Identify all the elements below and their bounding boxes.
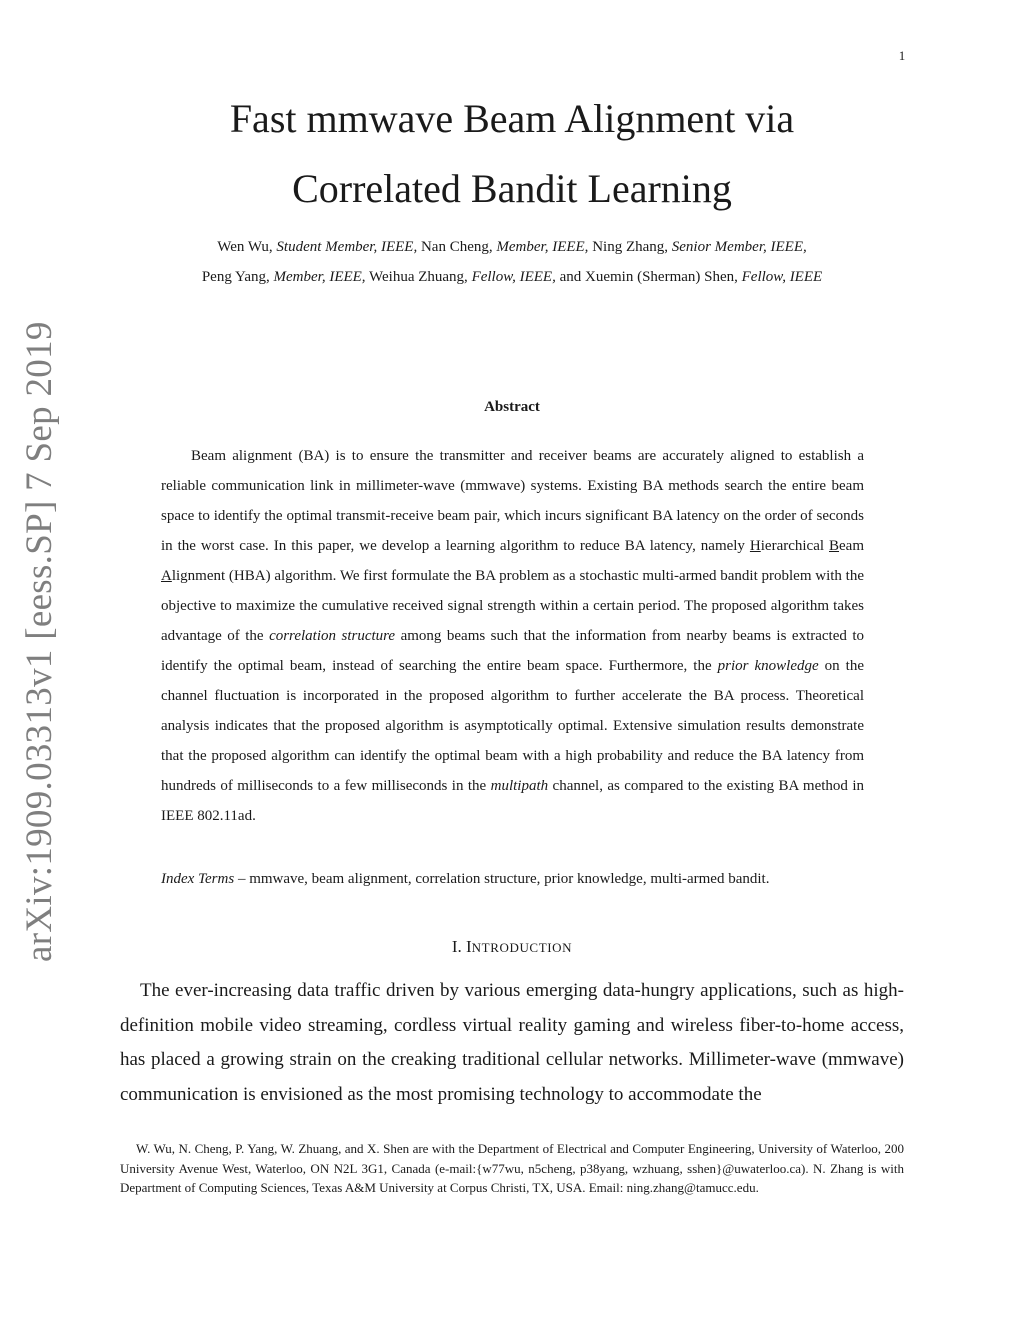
author-name: Weihua Zhuang, bbox=[369, 269, 472, 285]
acronym-letter-h: H bbox=[749, 538, 761, 554]
acronym-letter-b: B bbox=[829, 538, 840, 554]
author-role: Member, IEEE, bbox=[496, 239, 589, 255]
abstract-body: Beam alignment (BA) is to ensure the transmitter and receiver beams are accurately aligned to establish a reliable communication link in millimeter-wave (mmwave) systems. Existing BA methods search the entire beam space to identify the optimal transmit-receive beam pair, which incurs significant BA latency on the order of seconds in the worst case. In this paper, we develop a learning algorithm to reduce BA latency, namely Hierarchical Beam Alignment (HBA) algorithm. We first formulate the BA problem as a stochastic multi-armed bandit problem with the objective to maximize the cumulative received signal strength within a certain period. The proposed algorithm takes advantage of the correlation structure among beams such that the information from nearby beams is extracted to identify the optimal beam, instead of searching the entire beam space. Furthermore, the prior knowledge on the channel fluctuation is incorporated in the proposed algorithm to further accelerate the BA process. Theoretical analysis indicates that the proposed algorithm is asymptotically optimal. Extensive simulation results demonstrate that the proposed algorithm can identify the optimal beam with a high probability and reduce the BA latency from hundreds of milliseconds to a few milliseconds in the multipath channel, as compared to the existing BA method in IEEE 802.11ad. bbox=[161, 448, 865, 824]
author-role: Fellow, IEEE bbox=[741, 269, 823, 285]
author-name: Peng Yang, bbox=[201, 269, 274, 285]
page-number: 1 bbox=[898, 48, 906, 63]
title-line-2: Correlated Bandit Learning bbox=[292, 166, 732, 211]
arxiv-identifier-stamp: arXiv:1909.03313v1 [eess.SP] 7 Sep 2019 bbox=[19, 321, 60, 962]
author-role: Student Member, IEEE, bbox=[276, 239, 418, 255]
author-name: Wen Wu, bbox=[217, 239, 277, 255]
emphasis-correlation-structure: correlation structure bbox=[269, 628, 396, 644]
author-name: Ning Zhang, bbox=[592, 239, 672, 255]
emphasis-prior-knowledge: prior knowledge bbox=[717, 658, 819, 674]
abstract-heading: Abstract bbox=[484, 399, 540, 415]
author-list bbox=[120, 232, 904, 292]
author-name: Nan Cheng, bbox=[420, 239, 497, 255]
author-affiliation-footnote: W. Wu, N. Cheng, P. Yang, W. Zhuang, and X. Shen are with the Department of Electrical and Computer Engineering, University of Waterloo, 200 University Avenue West, Waterloo, ON N2L 3G1, Canada (e-mail:{w77wu, n5cheng, p38yang, wzhuang, sshen}@uwaterloo.ca). N. Zhang is with Department of Computing Sciences, Texas A&M University at Corpus Christi, TX, USA. Email: ning.zhang@tamucc.edu. bbox=[120, 1141, 904, 1195]
author-role: Fellow, IEEE, bbox=[471, 269, 556, 285]
emphasis-multipath: multipath bbox=[490, 778, 549, 794]
introduction-paragraph: The ever-increasing data traffic driven by various emerging data-hungry applications, such as high-definition mobile video streaming, cordless virtual reality gaming and wireless fiber-to-home access, has placed a growing strain on the creaking traditional cellular networks. Millimeter-wave (mmwave) communication is envisioned as the most promising technology to accommodate the bbox=[120, 980, 904, 1105]
acronym-letter-a: A bbox=[161, 568, 172, 584]
index-terms-label: Index Terms bbox=[161, 871, 235, 887]
author-name: and Xuemin (Sherman) Shen, bbox=[559, 269, 742, 285]
title-line-1: Fast mmwave Beam Alignment via bbox=[229, 96, 795, 141]
author-role: Senior Member, IEEE, bbox=[671, 239, 807, 255]
index-terms-text: – mmwave, beam alignment, correlation structure, prior knowledge, multi-armed bandit. bbox=[234, 871, 770, 887]
section-heading-introduction: I. INTRODUCTION bbox=[451, 937, 573, 956]
author-role: Member, IEEE, bbox=[273, 269, 366, 285]
paper-title bbox=[120, 84, 904, 224]
index-terms bbox=[161, 866, 864, 892]
